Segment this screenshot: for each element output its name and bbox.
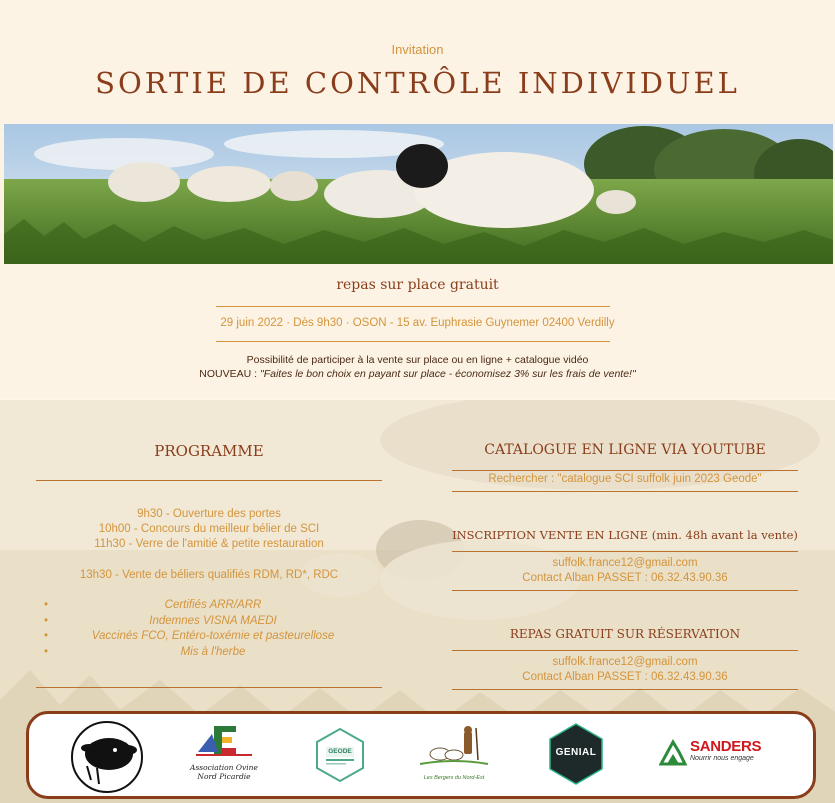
repas-title: REPAS GRATUIT SUR RÉSERVATION: [509, 627, 741, 641]
programme-item: 10h00 - Concours du meilleur bélier de SCI: [98, 523, 320, 535]
programme-title: PROGRAMME: [154, 442, 264, 460]
sanders-logo: [659, 738, 762, 771]
participation-note: Possibilité de participer à la vente sur place ou en ligne + catalogue vidéo: [246, 354, 589, 366]
event-subtitle: repas sur place gratuit: [336, 277, 499, 293]
repas-email[interactable]: suffolk.france12@gmail.com: [552, 656, 698, 668]
geode-logo: [314, 727, 366, 788]
genial-logo: [547, 722, 605, 791]
divider: [216, 341, 610, 342]
sanders-tagline: Nourrir nous engage: [690, 755, 754, 762]
divider: [216, 306, 610, 307]
aonp-emblem: [194, 724, 254, 758]
nouveau-note: [0, 368, 835, 380]
geode-label: GEODE: [328, 748, 352, 755]
programme-bullets: [44, 599, 382, 661]
bergers-emblem: [416, 724, 492, 770]
aonp-line1: Association Ovine: [190, 763, 258, 772]
inscription-contact: Contact Alban PASSET : 06.32.43.90.36: [522, 572, 728, 584]
divider: [36, 687, 382, 688]
divider: [452, 590, 798, 591]
nouveau-label: NOUVEAU :: [199, 368, 258, 380]
programme-item: 9h30 - Ouverture des portes: [137, 508, 281, 520]
divider: [452, 689, 798, 690]
catalogue-title: CATALOGUE EN LIGNE VIA YOUTUBE: [484, 442, 766, 458]
bergers-label: Les Bergers du Nord-Est: [423, 775, 485, 781]
repas-contact: Contact Alban PASSET : 06.32.43.90.36: [522, 671, 728, 683]
page-title: SORTIE DE CONTRÔLE INDIVIDUEL: [95, 66, 740, 100]
hero-photo-sheep: [4, 124, 833, 264]
sponsor-logos-bar: [26, 711, 816, 799]
header-section: [0, 0, 835, 398]
divider: [452, 470, 798, 471]
list-item: • Vaccinés FCO, Entéro-toxémie et pasteurellose: [44, 630, 382, 646]
list-item: • Certifiés ARR/ARR: [44, 599, 382, 615]
suffolk-sheep-logo: [69, 720, 149, 799]
divider: [452, 650, 798, 651]
divider: [36, 480, 382, 481]
bergers-logo: [414, 724, 494, 781]
divider: [452, 551, 798, 552]
inscription-title: INSCRIPTION VENTE EN LIGNE (min. 48h avant la vente): [452, 528, 798, 542]
sanders-label: SANDERS: [690, 738, 762, 755]
nouveau-text: "Faites le bon choix en payant sur place - économisez 3% sur les frais de vente!": [259, 368, 636, 380]
catalogue-search: Rechercher : "catalogue SCI suffolk juin 2023 Geode": [488, 473, 762, 485]
event-dateline: 29 juin 2022 · Dès 9h30 · OSON - 15 av. Euphrasie Guynemer 02400 Verdilly: [220, 317, 615, 329]
sanders-emblem: [659, 738, 689, 766]
aonp-line2: Nord Picardie: [197, 772, 251, 781]
invitation-label: Invitation: [391, 42, 444, 57]
programme-item: 11h30 - Verre de l'amitié & petite restauration: [94, 538, 324, 550]
list-item: • Mis à l'herbe: [44, 646, 382, 662]
list-item: • Indemnes VISNA MAEDI: [44, 615, 382, 631]
programme-vente: 13h30 - Vente de béliers qualifiés RDM, RD*, RDC: [79, 569, 339, 581]
divider: [452, 491, 798, 492]
genial-label: GENIAL: [555, 747, 597, 758]
inscription-email[interactable]: suffolk.france12@gmail.com: [552, 557, 698, 569]
aonp-logo: [189, 724, 259, 781]
